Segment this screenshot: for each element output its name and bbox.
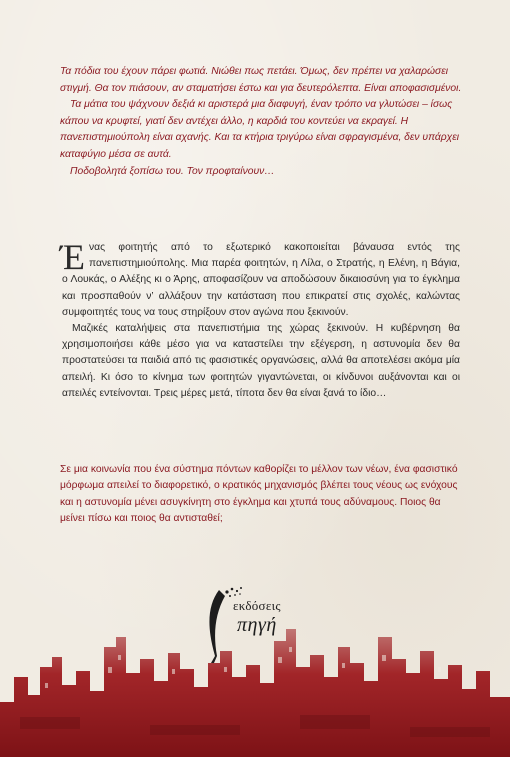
teaser-paragraph-1: Τα πόδια του έχουν πάρει φωτιά. Νιώθει πως πετάει. Όμως, δεν πρέπει να χαλαρώσει στιγμή. Θα τον πιάσουν, αν σταματήσει έστω και για δευτερόλεπτα. Είναι αποφασισμένοι.	[60, 66, 462, 94]
red-city-skyline-illustration	[0, 607, 510, 757]
publisher-name-line-1: εκδόσεις	[233, 598, 281, 613]
drop-cap: Έ	[60, 237, 85, 277]
teaser-paragraph-3: Ποδοβολητά ξοπίσω του. Τον προφταίνουν…	[70, 165, 275, 177]
synopsis-paragraph-1-text: νας φοιτητής από το εξωτερικό κακοποιείται βάναυσα εντός της πανεπιστημιούπολης. Μια παρέα φοιτητών, η Λίλα, ο Στρατής, η Ελένη, η Βάγια, ο Λουκάς, ο Αλέξης κι ο Άρης, αποφασίζουν να αποδώσουν δικαιοσύνη για το έγκλημα και προσπαθούν ν’ αλλάξουν την κατάσταση που επικρατεί στις σχολές, καλώντας συμφοιτητές τους να τους στηρίξουν στον αγώνα που ξεκινούν.	[62, 242, 460, 318]
synopsis	[60, 237, 460, 402]
teaser-paragraph-2: Τα μάτια του ψάχνουν δεξιά κι αριστερά μια διαφυγή, έναν τρόπο να γλυτώσει – ίσως κάπου να κρυφτεί, γιατί δεν αντέχει άλλο, η καρδιά του κοντεύει να εκραγεί. Η πανεπιστημιούπολη είναι αχανής. Και τα κτήρια τριγύρω είναι σφραγισμένα, δεν υπάρχει καταφύγιο μέσα σε αυτά.	[60, 99, 460, 160]
closing-question: Σε μια κοινωνία που ένα σύστημα πόντων καθορίζει το μέλλον των νέων, ένα φασιστικό μόρφωμα απειλεί το διαφορετικό, ο κρατικός μηχανισμός βλέπει τους νέους ως ενόχους και η αστυνομία μένει ασυγκίνητη στο έγκλημα και χτυπά τους αδύναμους. Ποιος θα μείνει πίσω και ποιος θα αντισταθεί;	[60, 464, 458, 525]
teaser-blurb	[60, 64, 468, 180]
publisher-name-line-2: πηγή	[237, 614, 277, 636]
synopsis-paragraph-1	[60, 237, 460, 321]
synopsis-paragraph-2: Μαζικές καταλήψεις στα πανεπιστήμια της χώρας ξεκινούν. Η κυβέρνηση θα χρησιμοποιήσει κάθε μέσο για να καταστείλει την εξέγερση, η αστυνομία δεν θα προστατεύσει τα παιδιά από τις φασιστικές οργανώσεις, αλλά θα αποτελέσει ακόμα μία απειλή. Κι όσο το κίνημα των φοιτητών γιγαντώνεται, οι κίνδυνοι αυξάνονται και οι απειλές εντείνονται. Τρεις μέρες μετά, τίποτα δεν θα είναι ξανά το ίδιο…	[62, 323, 460, 399]
